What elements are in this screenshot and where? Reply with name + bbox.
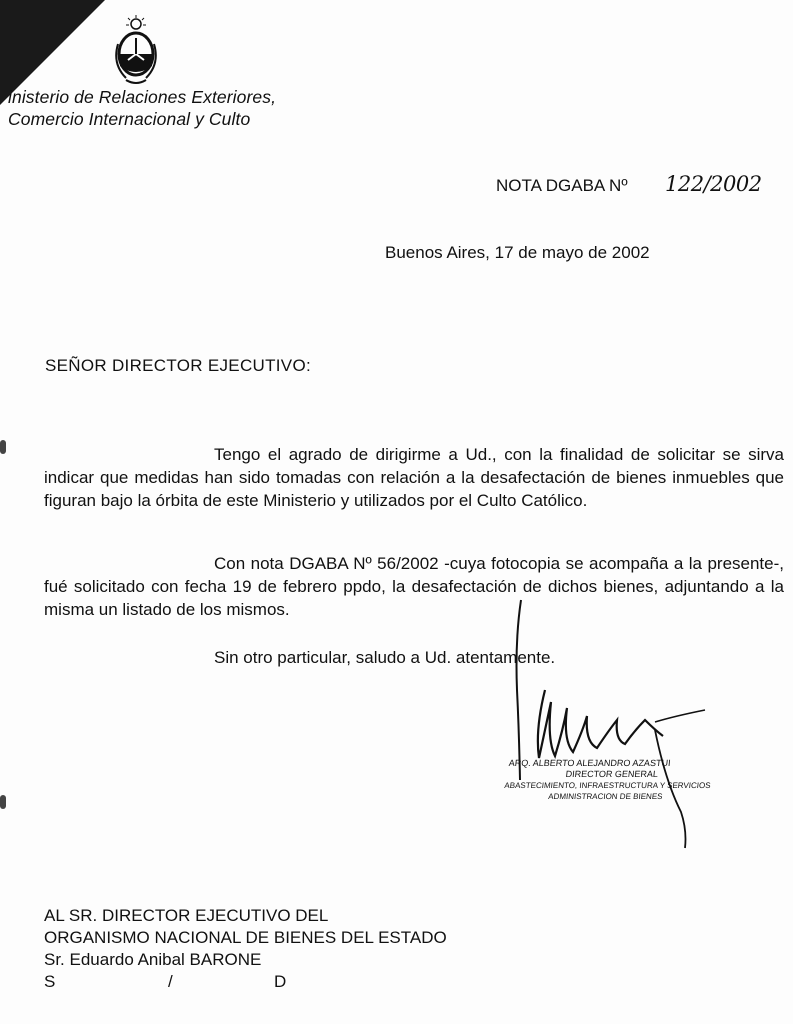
addressee-line-2: ORGANISMO NACIONAL DE BIENES DEL ESTADO <box>44 928 447 947</box>
stamp-title: DIRECTOR GENERAL <box>565 769 659 779</box>
paragraph-text: Tengo el agrado de dirigirme a Ud., con la finalidad de solicitar se sirva indicar que medidas han sido tomadas con relación a la desafectación de bienes inmuebles que figuran bajo la órbita de este Ministerio y utilizados por el Culto Católico. <box>44 445 784 510</box>
addressee-block <box>44 905 447 993</box>
body-paragraph-1 <box>44 443 784 512</box>
handwritten-signature <box>505 580 735 850</box>
punch-hole-mark <box>0 795 6 809</box>
note-label: NOTA DGABA Nº <box>496 176 628 195</box>
letter-date: Buenos Aires, 17 de mayo de 2002 <box>385 243 650 262</box>
ministry-line-1: inisterio de Relaciones Exteriores, <box>8 87 277 107</box>
argentina-coat-of-arms-icon <box>108 14 164 86</box>
salutation: SEÑOR DIRECTOR EJECUTIVO: <box>45 356 311 375</box>
sid-d: D <box>274 972 287 991</box>
ministry-line-2: Comercio Internacional y Culto <box>8 109 251 129</box>
addressee-line-1: AL SR. DIRECTOR EJECUTIVO DEL <box>44 906 329 925</box>
ministry-heading <box>8 86 276 130</box>
sid-s: S <box>44 972 56 991</box>
stamp-department: ABASTECIMIENTO, INFRAESTRUCTURA Y SERVICIOS <box>503 781 712 790</box>
stamp-subdepartment: ADMINISTRACION DE BIENES <box>547 792 663 801</box>
signature-stamp <box>503 758 718 802</box>
sid-line <box>44 971 304 993</box>
note-number-handwritten: 122/2002 <box>665 172 762 196</box>
sid-slash: / <box>168 972 173 991</box>
paragraph-text: Sin otro particular, saludo a Ud. atentamente. <box>214 648 556 667</box>
stamp-name: ARQ. ALBERTO ALEJANDRO AZASTUI <box>508 758 672 768</box>
punch-hole-mark <box>0 440 6 454</box>
addressee-line-3: Sr. Eduardo Anibal BARONE <box>44 950 262 969</box>
paragraph-text: Con nota DGABA Nº 56/2002 -cuya fotocopia se acompaña a la presente-, fué solicitado con fecha 19 de febrero ppdo, la desafectación de dichos bienes, adjuntando a la misma un listado de los mismos. <box>44 554 784 619</box>
